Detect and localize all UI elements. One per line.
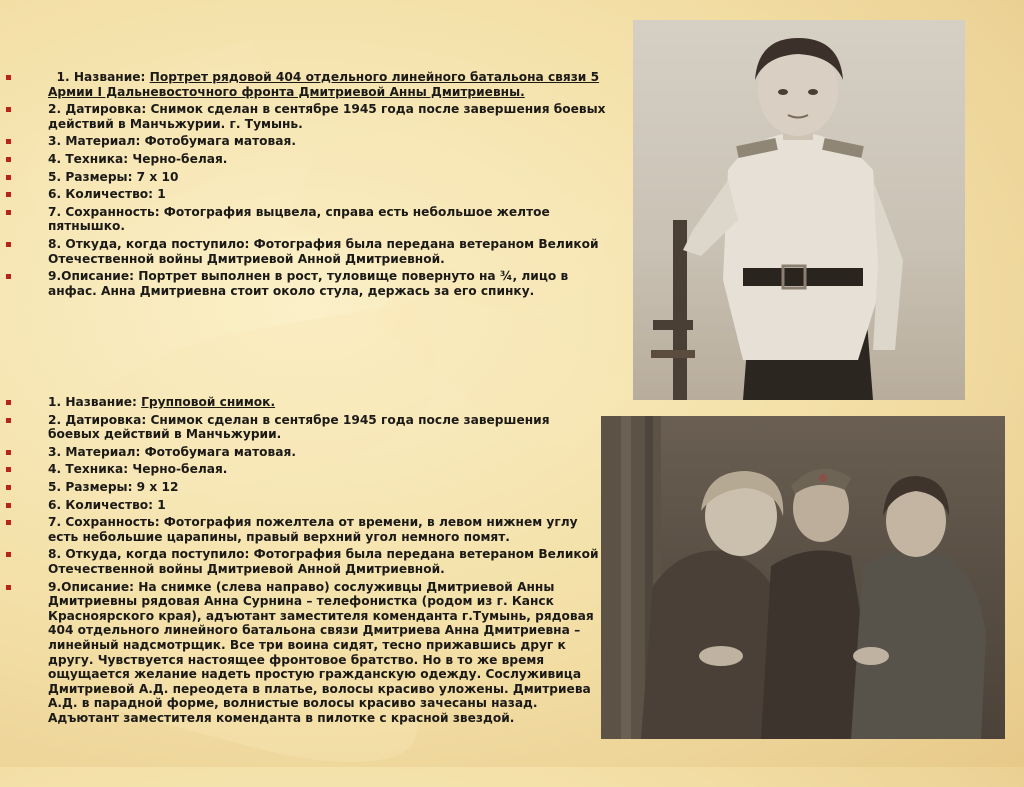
item-text: 9.Описание: Портрет выполнен в рост, туловище повернуто на ¾, лицо в анфас. Анна Дмитриевна стоит около стула, держась за его спинку. (48, 269, 569, 298)
item-text: 6. Количество: 1 (48, 497, 166, 512)
hands (699, 646, 743, 666)
bullet-icon (6, 418, 11, 423)
item-text: 7. Сохранность: Фотография пожелтела от времени, в левом нижнем углу есть небольшие царапины, правый верхний угол немного помят. (48, 515, 578, 544)
bullet-icon (6, 450, 11, 455)
bullet-icon (6, 139, 11, 144)
list-item (6, 187, 606, 202)
list-item (6, 498, 602, 513)
group-photo-description-list (6, 395, 602, 728)
item-text: 7. Сохранность: Фотография выцвела, справа есть небольшое желтое пятнышко. (48, 204, 550, 234)
list-item (6, 462, 602, 477)
list-item (6, 70, 606, 99)
list-item (6, 134, 606, 149)
right-woman-uniform (851, 550, 986, 739)
chair-rail (653, 320, 693, 330)
tunic (723, 132, 883, 360)
item-label: 1. Название: (48, 395, 142, 409)
bullet-icon (6, 242, 11, 247)
bullet-icon (6, 400, 11, 405)
portrait-photo (633, 20, 965, 400)
bullet-icon (6, 192, 11, 197)
bullet-icon (6, 552, 11, 557)
curtain-fold (621, 416, 631, 739)
item-text: 8. Откуда, когда поступило: Фотография была передана ветераном Великой Отечественной войны Дмитриевой Анной Дмитриевной. (48, 547, 599, 576)
bullet-icon (6, 274, 11, 279)
item-text: 5. Размеры: 7 х 10 (48, 169, 179, 184)
item-title-underlined: Портрет рядовой 404 отдельного линейного батальона связи 5 Армии I Дальневосточного фронта Дмитриевой Анны Дмитриевны. (48, 70, 600, 99)
hands (853, 647, 889, 665)
eye (778, 89, 788, 95)
item-title-underlined: Групповой снимок. (141, 395, 276, 409)
item-text: 4. Техника: Черно-белая. (48, 151, 228, 166)
list-item (6, 445, 602, 460)
list-item (6, 237, 606, 266)
item-text: 2. Датировка: Снимок сделан в сентябре 1945 года после завершения боевых действий в Манчьжурии. г. Тумынь. (48, 102, 606, 131)
bullet-icon (6, 520, 11, 525)
bullet-icon (6, 503, 11, 508)
list-item (6, 413, 602, 442)
item-text: 6. Количество: 1 (48, 187, 166, 202)
list-item (6, 152, 606, 167)
portrait-description-list (6, 70, 606, 301)
list-item (6, 395, 602, 410)
item-label: 1. Название: (56, 70, 150, 84)
item-text: 3. Материал: Фотобумага матовая. (48, 134, 296, 149)
list-item (6, 205, 606, 234)
cap-star-icon (819, 474, 827, 482)
list-item (6, 547, 602, 576)
list-item (6, 102, 606, 131)
bullet-icon (6, 75, 11, 80)
chair-rail (651, 350, 695, 358)
item-text: 3. Материал: Фотобумага матовая. (48, 444, 296, 459)
bullet-icon (6, 107, 11, 112)
list-item (6, 580, 602, 726)
list-item (6, 515, 602, 544)
item-text: 9.Описание: На снимке (слева направо) сослуживцы Дмитриевой Анны Дмитриевны рядовая Анна Сурнина – телефонистка (родом из г. Канск Красноярского края), адъютант заместителя коменданта г.Тумынь, рядовая 404 отдельного линейного батальона связи Дмитриева Анна Дмитриевна – линейный надсмотрщик. Все три воина сидят, тесно прижавшись друг к другу. Чувствуется настоящее фронтовое братство. Но в то же время ощущается желание надеть простую гражданскую одежду. Сослуживица Дмитриевой А.Д. переодета в платье, волосы красиво уложены. Дмитриева А.Д. в парадной форме, волнистые волосы красиво зачесаны назад. Адъютант заместителя коменданта в пилотке с красной звездой. (48, 579, 594, 725)
belt (743, 268, 863, 286)
bullet-icon (6, 157, 11, 162)
item-text: 2. Датировка: Снимок сделан в сентябре 1945 года после завершения боевых действий в Манчьжурии. (48, 412, 550, 442)
item-text: 8. Откуда, когда поступило: Фотография была передана ветераном Великой Отечественной войны Дмитриевой Анной Дмитриевной. (48, 236, 599, 266)
group-photo-drawing (601, 416, 1005, 739)
list-item (6, 269, 606, 298)
bullet-icon (6, 175, 11, 180)
bullet-icon (6, 585, 11, 590)
item-text: 5. Размеры: 9 х 12 (48, 479, 179, 494)
item-text: 4. Техника: Черно-белая. (48, 462, 228, 477)
list-item (6, 170, 606, 185)
bullet-icon (6, 210, 11, 215)
list-item (6, 480, 602, 495)
group-photo (601, 416, 1005, 739)
bullet-icon (6, 467, 11, 472)
bullet-icon (6, 485, 11, 490)
portrait-photo-drawing (633, 20, 965, 400)
eye (808, 89, 818, 95)
